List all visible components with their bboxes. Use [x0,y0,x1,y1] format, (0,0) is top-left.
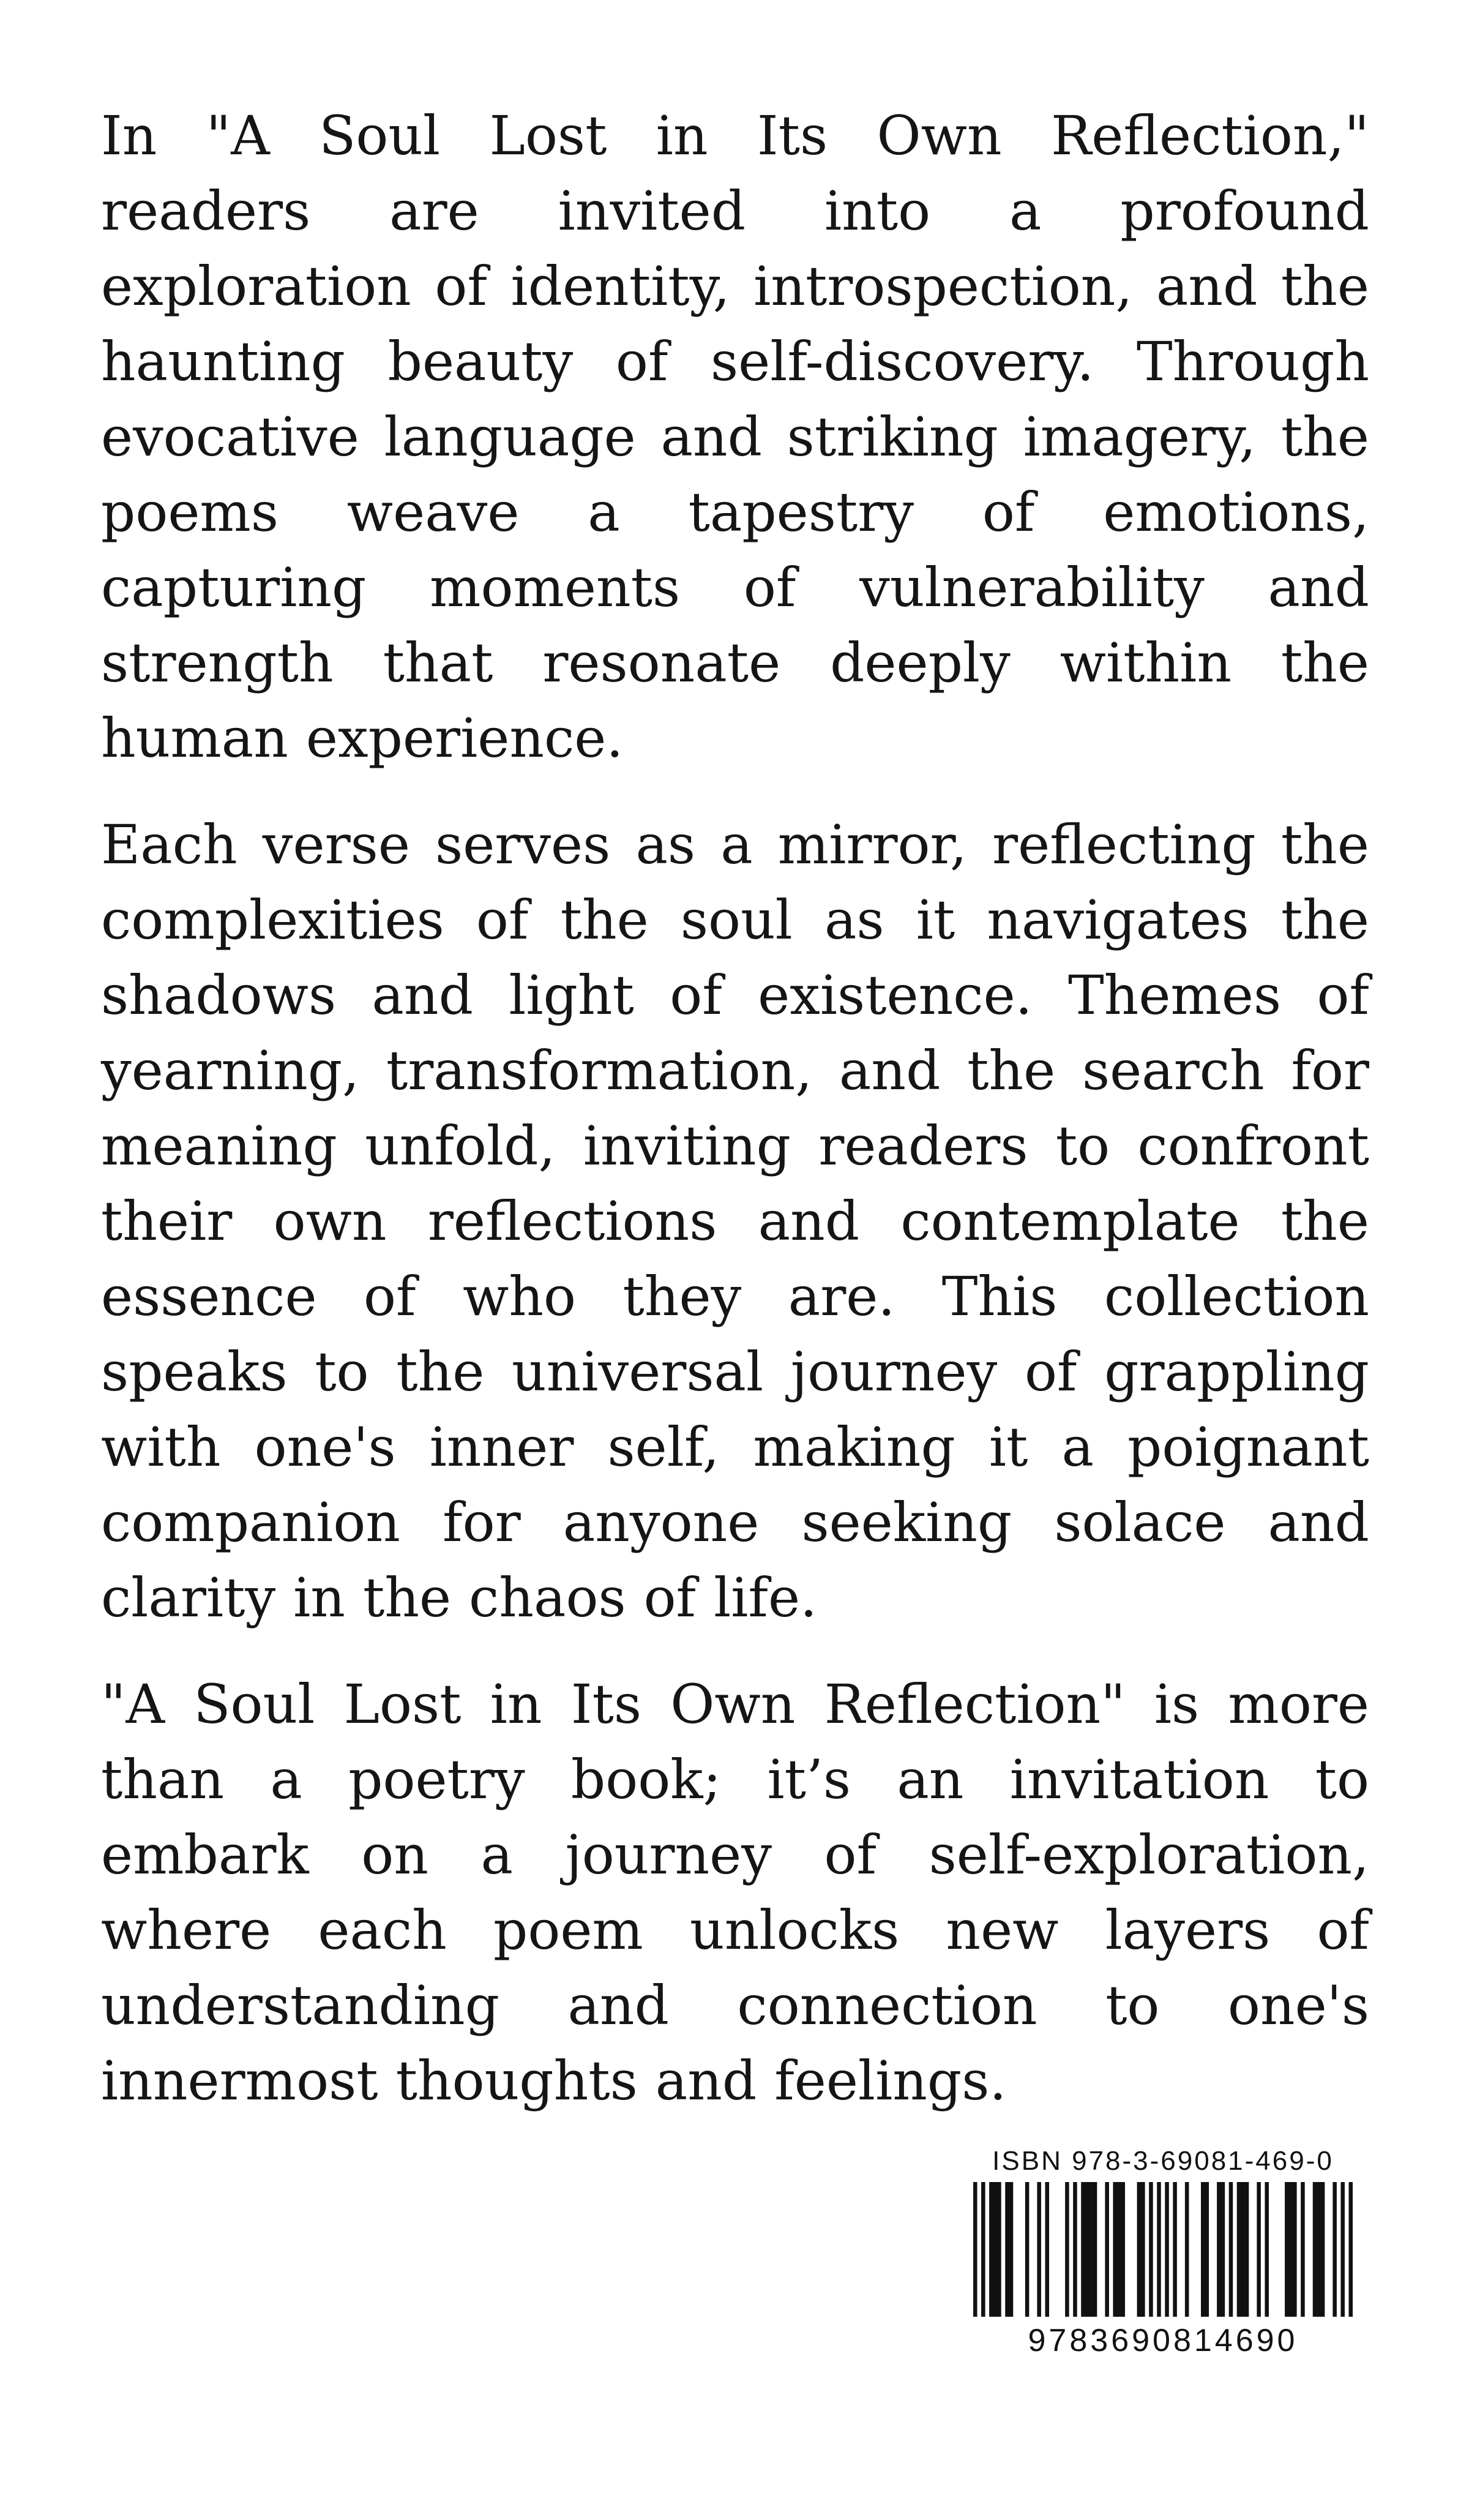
barcode-bar [1037,2182,1041,2317]
barcode-bar [1173,2182,1177,2317]
description-paragraph-3: "A Soul Lost in Its Own Reflection" is more than a poetry book; it’s an invitation to embark on a journey of self-exploration, where each poem unlocks new layers of understanding and connection to one's innermost thoughts and feelings. [101,1673,1369,2112]
barcode-bar [1081,2182,1097,2317]
barcode-bar [1265,2182,1269,2317]
barcode-bar [1348,2182,1353,2317]
barcode-bar [1340,2182,1345,2317]
barcode-bar [989,2182,1001,2317]
barcode-bar [1333,2182,1337,2317]
barcode-bar [1073,2182,1077,2317]
barcode-bar [1301,2182,1305,2317]
barcode-bar [1065,2182,1069,2317]
barcode-bar [1165,2182,1169,2317]
barcode-bar [1185,2182,1189,2317]
isbn-barcode-block [973,2143,1353,2363]
barcode-bar [981,2182,985,2317]
barcode-bar [1005,2182,1013,2317]
barcode-bar [1105,2182,1109,2317]
barcode-bar [1201,2182,1209,2317]
barcode-icon [973,2182,1353,2317]
description-paragraph-2: Each verse serves as a mirror, reflecting the complexities of the soul as it navigates the shadows and light of existence. Themes of yearning, transformation, and the search for meaning unfold, inviting readers to confront their own reflections and contemplate the essence of who they are. This collection speaks to the universal journey of grappling with one's inner self, making it a poignant companion for anyone seeking solace and clarity in the chaos of life. [101,813,1369,1629]
isbn-digits: 9783690814690 [1028,2323,1298,2358]
barcode-bar [1257,2182,1261,2317]
book-description [101,98,1369,2150]
barcode-bar [1157,2182,1161,2317]
barcode-bar [1149,2182,1153,2317]
barcode-bar [973,2182,977,2317]
barcode-bar [1217,2182,1225,2317]
description-paragraph-1: In "A Soul Lost in Its Own Reflection," readers are invited into a profound exploration of identity, introspection, and the haunting beauty of self-discovery. Through evocative language and striking imagery, the poems weave a tapestry of emotions, capturing moments of vulnerability and strength that resonate deeply within the human experience. [101,104,1369,770]
barcode-bar [1113,2182,1125,2317]
barcode-bar [1313,2182,1325,2317]
barcode-bar [1045,2182,1049,2317]
barcode-bar [1025,2182,1030,2317]
barcode-bar [1137,2182,1145,2317]
barcode-bar [1285,2182,1297,2317]
isbn-label: ISBN 978-3-69081-469-0 [992,2146,1334,2176]
barcode-bar [1237,2182,1249,2317]
barcode-bar [1229,2182,1233,2317]
